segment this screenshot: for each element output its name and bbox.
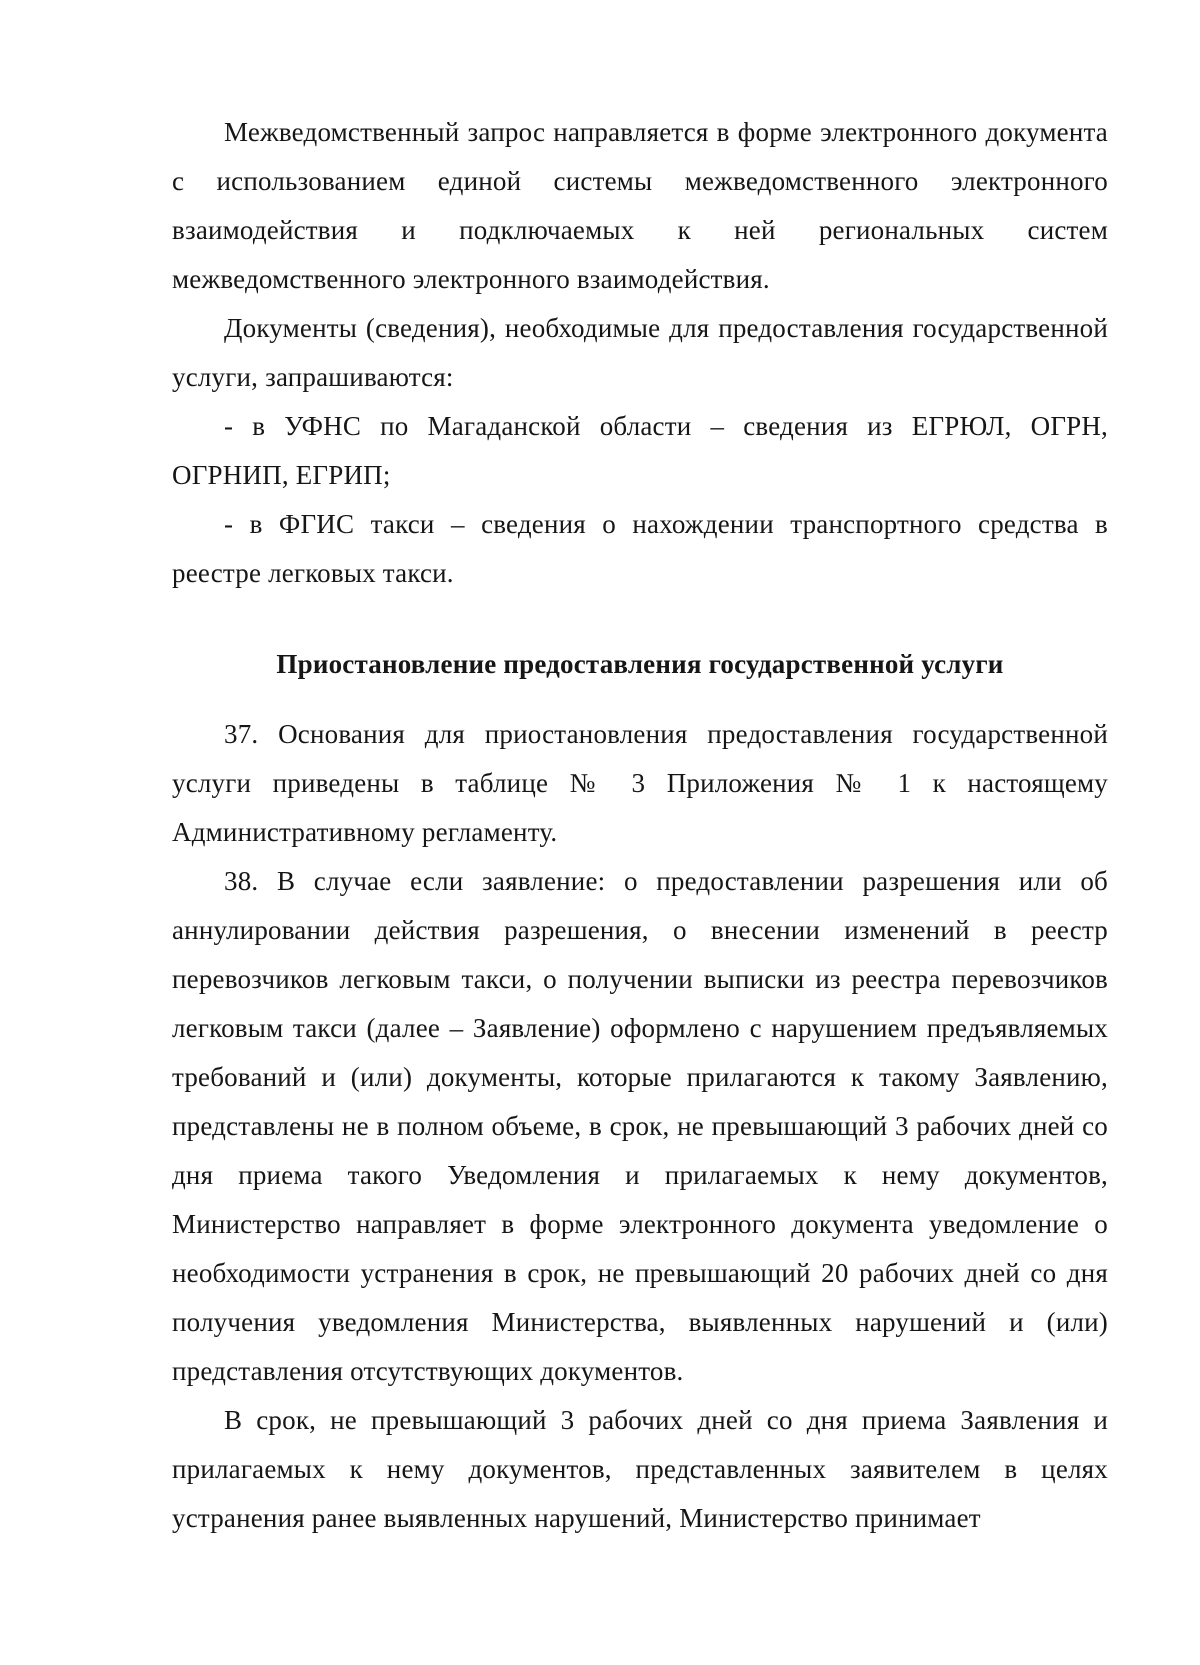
- section-heading: Приостановление предоставления государственной услуги: [276, 649, 1004, 679]
- document-body: [172, 108, 1108, 1543]
- paragraph-interagency-request: Межведомственный запрос направляется в форме электронного документа с использованием единой системы межведомственного электронного взаимодействия и подключаемых к ней региональных систем межведомственного электронного взаимодействия.: [172, 117, 1108, 294]
- paragraph-38: 38. В случае если заявление: о предоставлении разрешения или об аннулировании действия разрешения, о внесении изменений в реестр перевозчиков легковым такси, о получении выписки из реестра перевозчиков легковым такси (далее – Заявление) оформлено с нарушением предъявляемых требований и (или) документы, которые прилагаются к такому Заявлению, представлены не в полном объеме, в срок, не превышающий 3 рабочих дней со дня приема такого Уведомления и прилагаемых к нему документов, Министерство направляет в форме электронного документа уведомление о необходимости устранения в срок, не превышающий 20 рабочих дней со дня получения уведомления Министерства, выявленных нарушений и (или) представления отсутствующих документов.: [172, 866, 1108, 1386]
- paragraph-requested-documents: Документы (сведения), необходимые для предоставления государственной услуги, запрашиваются:: [172, 313, 1108, 392]
- paragraph-37: 37. Основания для приостановления предоставления государственной услуги приведены в таблице № 3 Приложения № 1 к настоящему Административному регламенту.: [172, 719, 1108, 847]
- list-item-ufns: - в УФНС по Магаданской области – сведения из ЕГРЮЛ, ОГРН, ОГРНИП, ЕГРИП;: [172, 411, 1108, 490]
- paragraph-deadline: В срок, не превышающий 3 рабочих дней со дня приема Заявления и прилагаемых к нему документов, представленных заявителем в целях устранения ранее выявленных нарушений, Министерство принимает: [172, 1405, 1108, 1533]
- list-item-fgis-taxi: - в ФГИС такси – сведения о нахождении транспортного средства в реестре легковых такси.: [172, 509, 1108, 588]
